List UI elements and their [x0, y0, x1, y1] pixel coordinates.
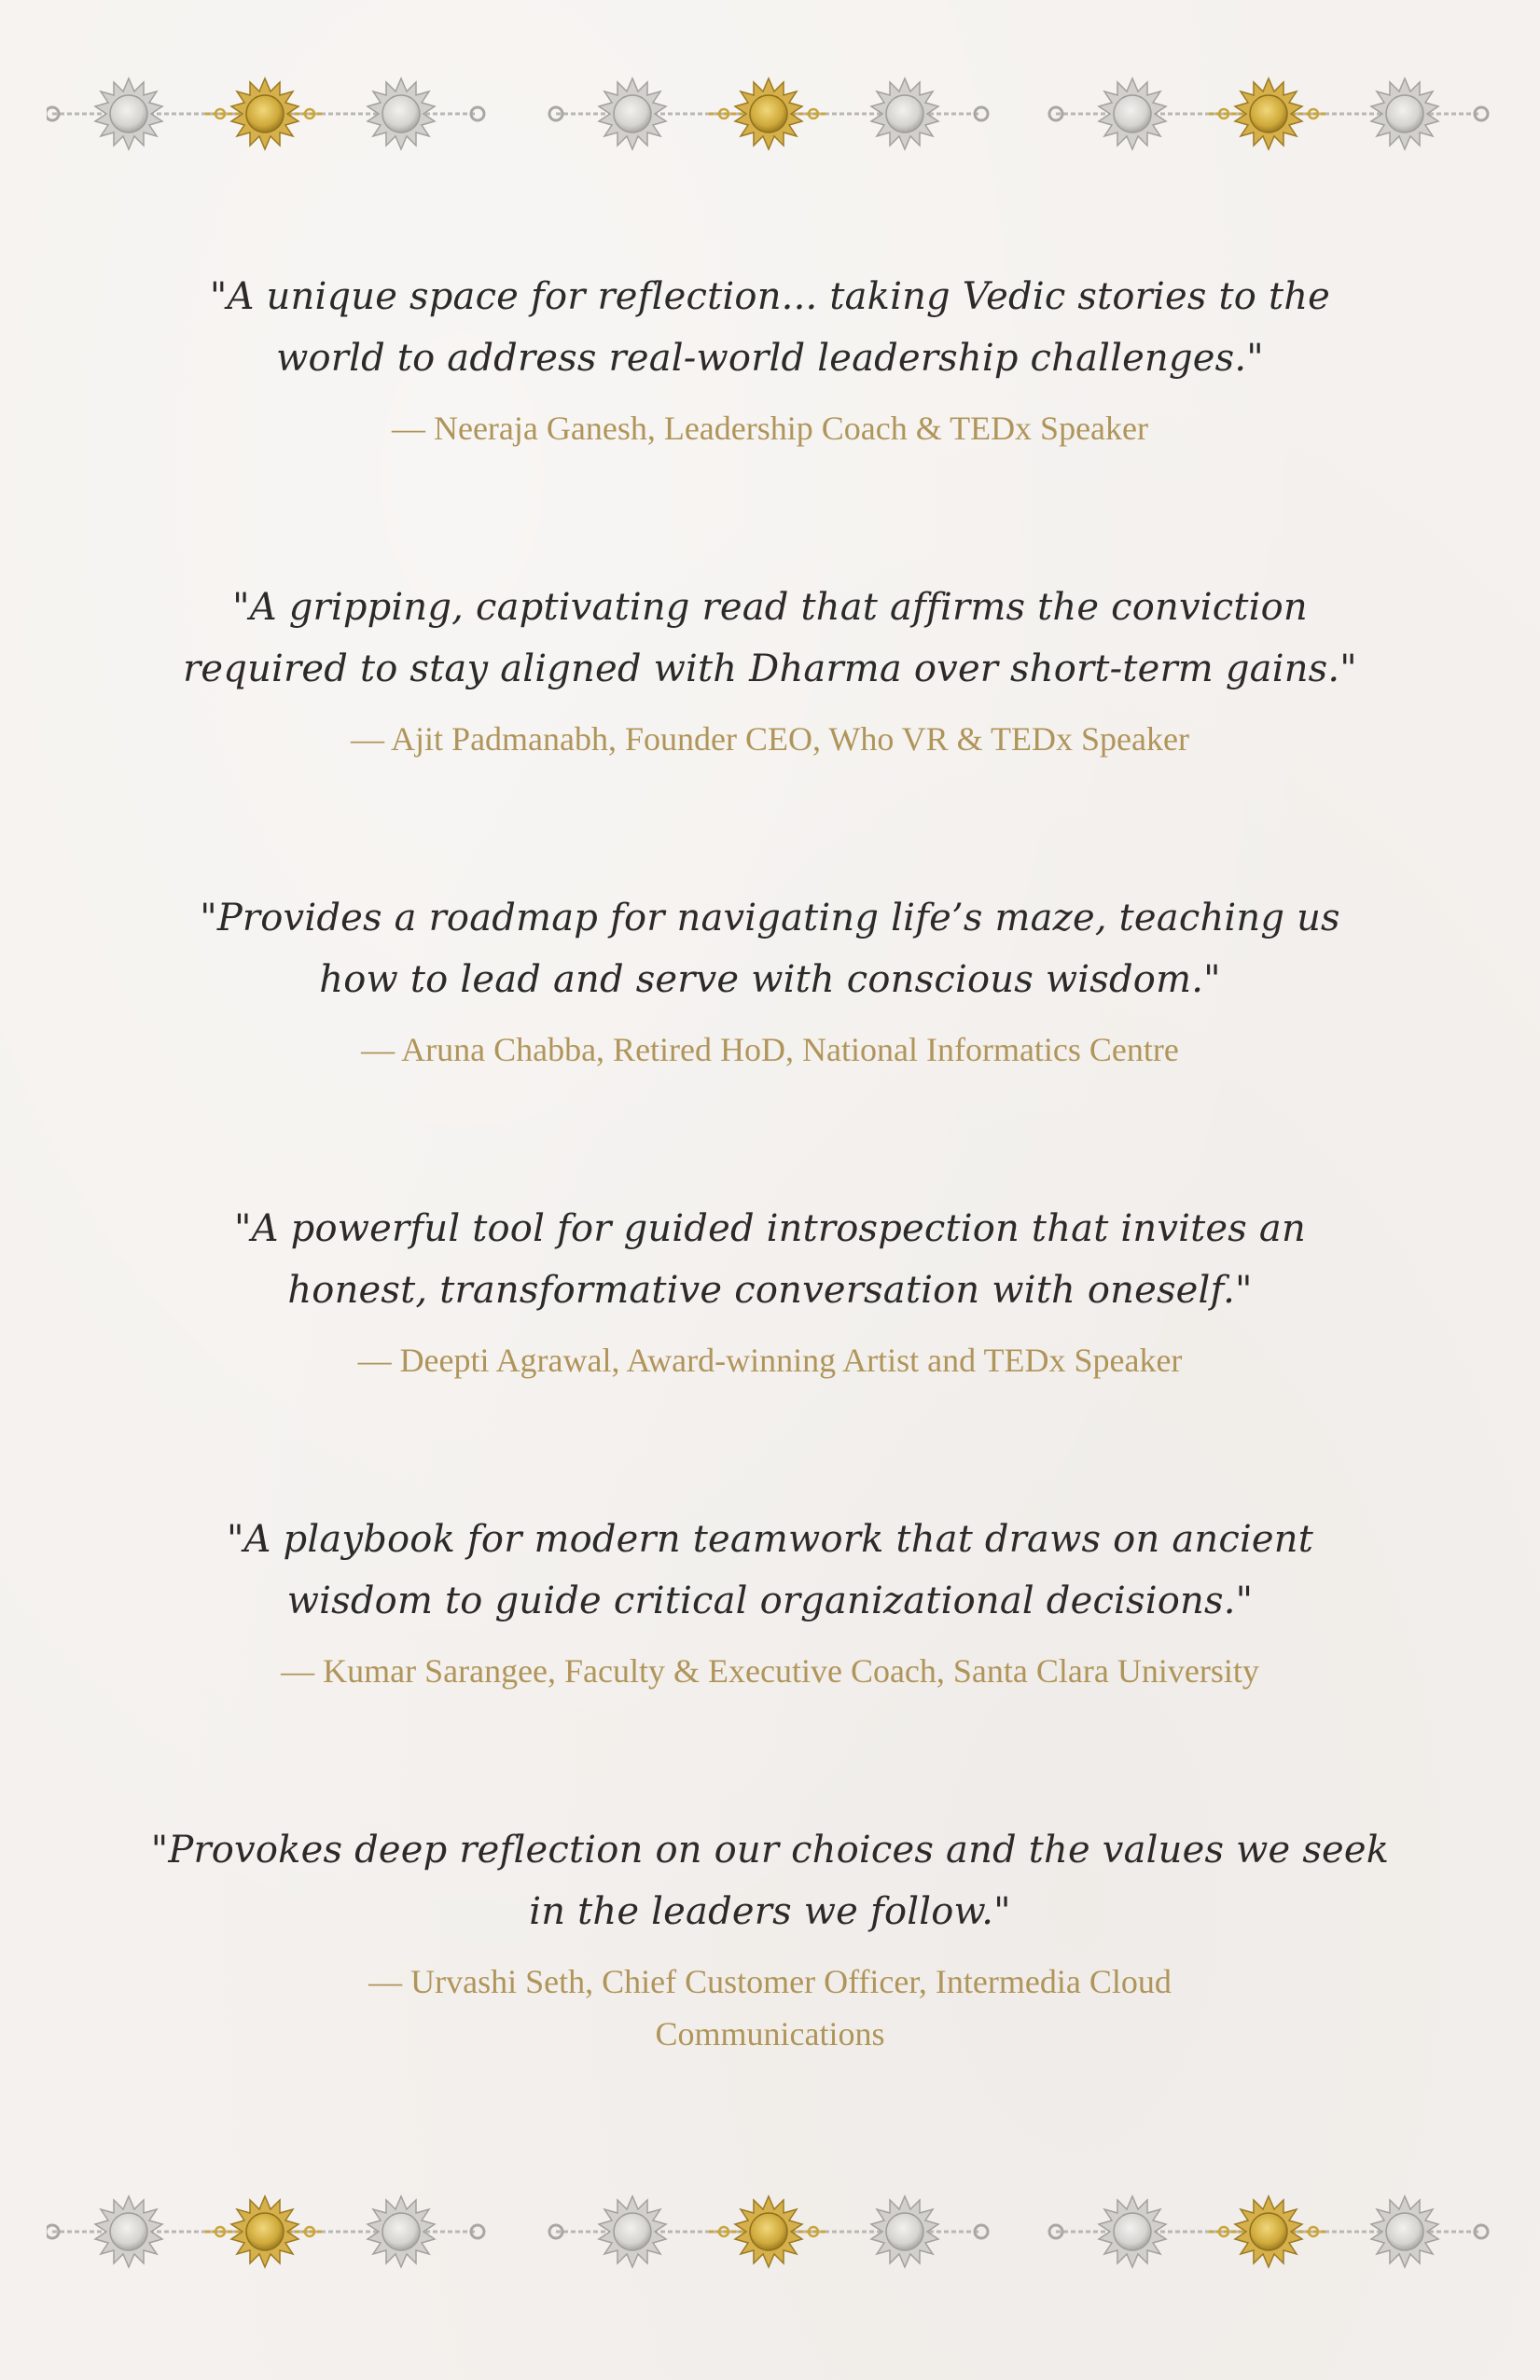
testimonial-quote [93, 1198, 1447, 1321]
ornament-group-center [549, 78, 988, 149]
testimonial-attribution: — Deepti Agrawal, Award-winning Artist and TEDx Speaker [357, 1342, 1183, 1379]
quote-line: wisdom to guide critical organizational decisions." [286, 1580, 1254, 1622]
testimonial-quote [93, 266, 1447, 389]
quote-line: "A gripping, captivating read that affirms the conviction [232, 586, 1308, 629]
testimonial-item [93, 577, 1447, 765]
testimonial-attribution: — Aruna Chabba, Retired HoD, National Informatics Centre [361, 1031, 1179, 1068]
testimonial-quote [93, 887, 1447, 1010]
ornament-group-center [549, 2196, 988, 2267]
sun-chain-ornament [47, 67, 1493, 160]
bottom-border-ornament [47, 2185, 1493, 2278]
testimonial-item [93, 266, 1447, 454]
testimonial-attribution: — Kumar Sarangee, Faculty & Executive Coach, Santa Clara University [281, 1652, 1259, 1690]
ornament-group-left [47, 2196, 484, 2267]
testimonial-quote [93, 1509, 1447, 1632]
quote-line: "A playbook for modern teamwork that draws on ancient [226, 1518, 1314, 1561]
quote-line: world to address real-world leadership challenges." [276, 337, 1264, 380]
quote-line: honest, transformative conversation with oneself." [287, 1269, 1253, 1312]
quote-line: "Provides a roadmap for navigating life’s maze, teaching us [200, 897, 1340, 939]
quote-line: "A unique space for reflection... taking Vedic stories to the [209, 275, 1331, 318]
quote-line: required to stay aligned with Dharma over short-term gains." [183, 647, 1357, 690]
testimonial-attribution: — Urvashi Seth, Chief Customer Officer, Intermedia Cloud Communications [368, 1963, 1172, 2053]
ornament-group-right [1049, 2196, 1488, 2267]
quote-line: in the leaders we follow." [529, 1890, 1011, 1933]
quote-line: how to lead and serve with conscious wisdom." [319, 958, 1221, 1001]
quote-line: "A powerful tool for guided introspection that invites an [234, 1207, 1306, 1250]
testimonial-quote [93, 1819, 1447, 1942]
ornament-group-left [47, 78, 484, 149]
testimonial-attribution: — Neeraja Ganesh, Leadership Coach & TEDx Speaker [391, 410, 1149, 447]
top-border-ornament [47, 67, 1493, 160]
ornament-group-right [1049, 78, 1488, 149]
testimonial-item [93, 1509, 1447, 1697]
testimonial-item [93, 1819, 1447, 2060]
testimonial-attribution: — Ajit Padmanabh, Founder CEO, Who VR & TEDx Speaker [351, 720, 1189, 758]
testimonial-item [93, 887, 1447, 1076]
testimonial-item [93, 1198, 1447, 1386]
testimonial-quote [93, 577, 1447, 700]
quote-line: "Provokes deep reflection on our choices and the values we seek [150, 1829, 1390, 1872]
sun-chain-ornament [47, 2185, 1493, 2278]
